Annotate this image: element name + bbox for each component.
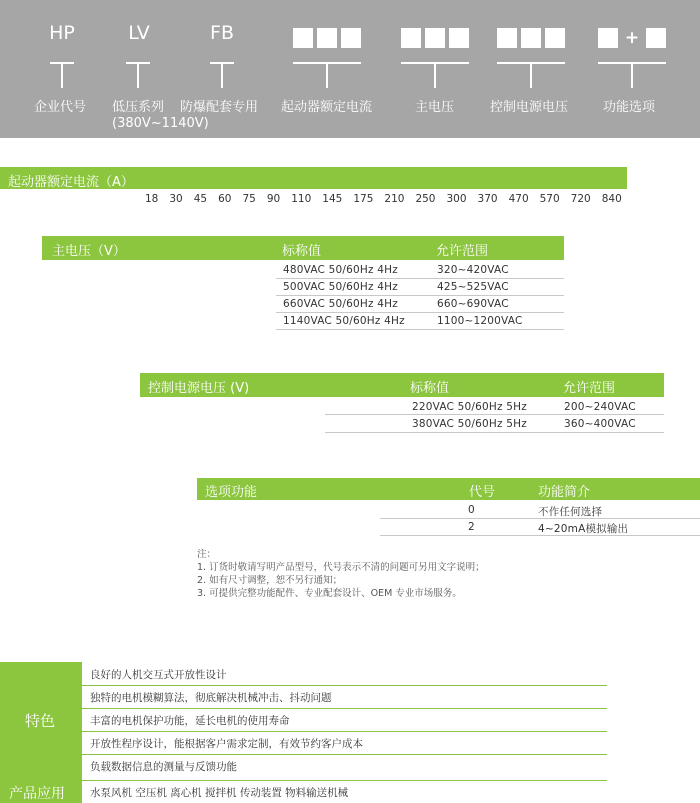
code-mainv-boxes (401, 28, 469, 48)
feature-item: 独特的电机模糊算法，彻底解决机械冲击、抖动问题 (90, 692, 332, 704)
code-lv-label: 低压系列 (112, 100, 165, 115)
current-value: 210 (384, 193, 405, 205)
current-value: 60 (218, 193, 232, 205)
code-box (497, 28, 517, 48)
current-value: 30 (169, 193, 183, 205)
options-header (197, 478, 700, 500)
feature-divider (82, 731, 607, 732)
code-hp: HP (49, 22, 75, 44)
code-fb-label: 防爆配套专用 (180, 100, 259, 115)
code-box (341, 28, 361, 48)
feature-divider (82, 685, 607, 686)
code-box (646, 28, 666, 48)
options-title: 选项功能 (205, 485, 258, 500)
row-divider (325, 432, 664, 433)
main-voltage-nominal: 1140VAC 50/60Hz 4Hz (283, 315, 405, 327)
current-value: 145 (322, 193, 343, 205)
note-item: 3. 可提供完整功能配件、专业配套设计、OEM 专业市场服务。 (197, 588, 462, 599)
code-mainv-label: 主电压 (415, 100, 455, 115)
code-ctrlv-leader (530, 62, 532, 88)
code-option-boxes (598, 28, 666, 48)
code-mainv-leader (434, 62, 436, 88)
code-ctrlv-label: 控制电源电压 (490, 100, 569, 115)
current-value: 570 (539, 193, 560, 205)
note-item: 1. 订货时敬请写明产品型号，代号表示不清的问题可另用文字说明； (197, 562, 485, 573)
current-value: 840 (601, 193, 622, 205)
row-divider (380, 535, 700, 536)
code-lv: LV (128, 22, 150, 44)
code-hp-leader (61, 62, 63, 88)
feature-item: 丰富的电机保护功能，延长电机的使用寿命 (90, 715, 290, 727)
note-item: 2. 如有尺寸调整，恕不另行通知； (197, 575, 343, 586)
control-voltage-range: 200~240VAC (564, 401, 636, 413)
feature-item: 负载数据信息的测量与反馈功能 (90, 761, 237, 773)
main-voltage-col-range: 允许范围 (436, 244, 489, 259)
code-box (521, 28, 541, 48)
code-ctrlv-boxes (497, 28, 565, 48)
current-value: 470 (508, 193, 529, 205)
main-voltage-range: 320~420VAC (437, 264, 509, 276)
option-code: 2 (468, 521, 475, 533)
current-value: 300 (446, 193, 467, 205)
code-box (425, 28, 445, 48)
feature-divider (82, 754, 607, 755)
row-divider (276, 295, 564, 296)
code-plus: + (624, 28, 640, 48)
code-current-boxes (293, 28, 361, 48)
option-desc: 不作任何选择 (538, 506, 603, 518)
option-desc: 4~20mA模拟输出 (538, 523, 629, 535)
code-box (545, 28, 565, 48)
main-voltage-range: 1100~1200VAC (437, 315, 523, 327)
applications-divider (0, 780, 607, 781)
row-divider (276, 329, 564, 330)
current-value: 250 (415, 193, 436, 205)
control-voltage-header (140, 373, 664, 397)
main-voltage-title: 主电压（V） (52, 244, 126, 259)
row-divider (380, 518, 700, 519)
code-option-label: 功能选项 (603, 100, 656, 115)
main-voltage-range: 660~690VAC (437, 298, 509, 310)
main-voltage-header (42, 236, 564, 260)
current-value: 175 (353, 193, 374, 205)
control-voltage-title: 控制电源电压 (V) (148, 381, 250, 396)
feature-item: 开放性程序设计，能根据客户需求定制，有效节约客户成本 (90, 738, 363, 750)
code-box (317, 28, 337, 48)
current-value: 75 (242, 193, 256, 205)
code-fb: FB (210, 22, 234, 44)
code-current-label: 起动器额定电流 (281, 100, 373, 115)
code-current-leader (326, 62, 328, 88)
code-box (293, 28, 313, 48)
notes-heading: 注： (197, 549, 217, 560)
control-voltage-col-range: 允许范围 (563, 381, 616, 396)
features-label-block (0, 662, 82, 780)
row-divider (325, 414, 664, 415)
main-voltage-range: 425~525VAC (437, 281, 509, 293)
control-voltage-nominal: 220VAC 50/60Hz 5Hz (412, 401, 527, 413)
features-label: 特色 (25, 712, 56, 730)
applications-label-block (0, 781, 82, 803)
control-voltage-nominal: 380VAC 50/60Hz 5Hz (412, 418, 527, 430)
applications-label: 产品应用 (9, 786, 65, 802)
main-voltage-nominal: 500VAC 50/60Hz 4Hz (283, 281, 398, 293)
main-voltage-nominal: 480VAC 50/60Hz 4Hz (283, 264, 398, 276)
model-code-band (0, 0, 700, 138)
code-fb-leader (221, 62, 223, 88)
feature-item: 良好的人机交互式开放性设计 (90, 669, 227, 681)
current-header (0, 167, 627, 189)
code-lv-leader (137, 62, 139, 88)
code-box (598, 28, 618, 48)
options-col-code: 代号 (469, 485, 496, 500)
current-value: 370 (477, 193, 498, 205)
feature-divider (82, 708, 607, 709)
current-value: 18 (145, 193, 159, 205)
applications-text: 水泵风机 空压机 离心机 搅拌机 传动装置 物料输送机械 (90, 787, 349, 799)
current-title: 起动器额定电流（A） (8, 175, 134, 190)
row-divider (276, 312, 564, 313)
main-voltage-col-nominal: 标称值 (282, 244, 322, 259)
control-voltage-range: 360~400VAC (564, 418, 636, 430)
code-option-leader (631, 62, 633, 88)
code-lv-range: (380V~1140V) (112, 116, 209, 131)
code-box (401, 28, 421, 48)
option-code: 0 (468, 504, 475, 516)
control-voltage-col-nominal: 标称值 (410, 381, 450, 396)
code-box (449, 28, 469, 48)
current-value: 110 (291, 193, 312, 205)
main-voltage-nominal: 660VAC 50/60Hz 4Hz (283, 298, 398, 310)
current-value: 90 (266, 193, 281, 205)
current-value: 45 (193, 193, 208, 205)
options-col-desc: 功能简介 (538, 485, 591, 500)
row-divider (276, 278, 564, 279)
current-values (145, 193, 633, 205)
current-value: 720 (570, 193, 591, 205)
code-hp-label: 企业代号 (34, 100, 87, 115)
